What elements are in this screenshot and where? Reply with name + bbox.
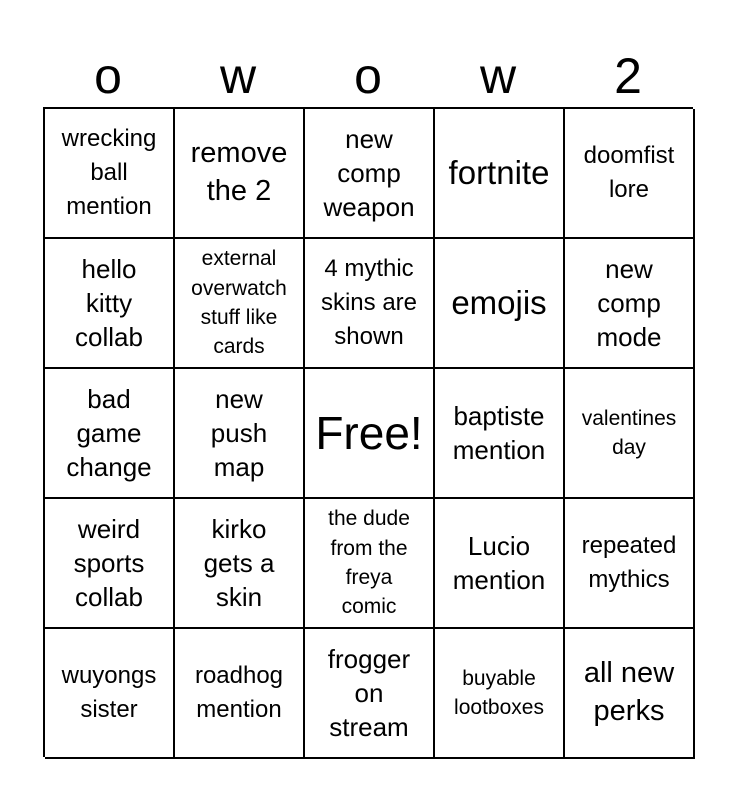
bingo-cell-text: all new perks bbox=[583, 657, 675, 727]
bingo-cell-r4c5[interactable] bbox=[565, 499, 695, 629]
bingo-cell-r1c3[interactable] bbox=[305, 109, 435, 239]
bingo-cell-text: new comp weapon bbox=[323, 123, 415, 223]
bingo-cell-text: bad game change bbox=[66, 383, 152, 483]
bingo-cell-text: valentines day bbox=[581, 406, 677, 459]
bingo-cell-text: remove the 2 bbox=[190, 137, 288, 207]
bingo-cell-r3c4[interactable] bbox=[435, 369, 565, 499]
bingo-cell-r1c4[interactable] bbox=[435, 109, 565, 239]
bingo-cell-r2c1[interactable] bbox=[45, 239, 175, 369]
bingo-board bbox=[43, 107, 693, 757]
bingo-cell-r4c2[interactable] bbox=[175, 499, 305, 629]
bingo-cell-text: new comp mode bbox=[596, 253, 662, 353]
bingo-cell-r3c1[interactable] bbox=[45, 369, 175, 499]
bingo-cell-r1c2[interactable] bbox=[175, 109, 305, 239]
bingo-cell-text: 4 mythic skins are shown bbox=[320, 254, 418, 351]
bingo-cell-r5c1[interactable] bbox=[45, 629, 175, 759]
bingo-header bbox=[43, 42, 693, 108]
bingo-cell-r3c3-free[interactable] bbox=[305, 369, 435, 499]
bingo-cell-r1c1[interactable] bbox=[45, 109, 175, 239]
bingo-cell-r1c5[interactable] bbox=[565, 109, 695, 239]
header-letter-4: w bbox=[479, 48, 517, 104]
header-letter-2: w bbox=[219, 48, 257, 104]
header-letter-1: o bbox=[94, 48, 122, 104]
bingo-cell-text: roadhog mention bbox=[194, 661, 284, 723]
bingo-cell-r2c4[interactable] bbox=[435, 239, 565, 369]
bingo-cell-r4c1[interactable] bbox=[45, 499, 175, 629]
bingo-cell-text: hello kitty collab bbox=[75, 253, 143, 353]
bingo-cell-r3c5[interactable] bbox=[565, 369, 695, 499]
bingo-cell-r4c4[interactable] bbox=[435, 499, 565, 629]
bingo-cell-text: weird sports collab bbox=[73, 513, 145, 613]
bingo-cell-r5c5[interactable] bbox=[565, 629, 695, 759]
bingo-cell-text: doomfist lore bbox=[583, 141, 675, 203]
bingo-cell-text: the dude from the freya comic bbox=[328, 507, 410, 619]
bingo-cell-r5c2[interactable] bbox=[175, 629, 305, 759]
bingo-cell-text: emojis bbox=[451, 284, 547, 322]
bingo-cell-text: fortnite bbox=[448, 154, 550, 192]
bingo-cell-r2c2[interactable] bbox=[175, 239, 305, 369]
header-letter-3: o bbox=[354, 48, 382, 104]
bingo-cell-r2c5[interactable] bbox=[565, 239, 695, 369]
bingo-cell-text: frogger on stream bbox=[327, 643, 411, 743]
bingo-cell-text: wuyongs sister bbox=[61, 661, 157, 723]
bingo-cell-r5c4[interactable] bbox=[435, 629, 565, 759]
bingo-cell-text: new push map bbox=[210, 383, 268, 483]
bingo-cell-r4c3[interactable] bbox=[305, 499, 435, 629]
bingo-cell-r2c3[interactable] bbox=[305, 239, 435, 369]
bingo-cell-r5c3[interactable] bbox=[305, 629, 435, 759]
free-space-text: Free! bbox=[315, 406, 423, 459]
bingo-cell-text: buyable lootboxes bbox=[454, 666, 544, 719]
bingo-cell-text: external overwatch stuff like cards bbox=[191, 247, 287, 359]
bingo-cell-r3c2[interactable] bbox=[175, 369, 305, 499]
bingo-cell-text: Lucio mention bbox=[452, 530, 546, 595]
bingo-cell-text: wrecking ball mention bbox=[61, 124, 157, 221]
header-letter-5: 2 bbox=[614, 48, 642, 104]
bingo-cell-text: kirko gets a skin bbox=[203, 513, 275, 613]
bingo-cell-text: baptiste mention bbox=[452, 400, 546, 465]
bingo-cell-text: repeated mythics bbox=[581, 531, 677, 593]
